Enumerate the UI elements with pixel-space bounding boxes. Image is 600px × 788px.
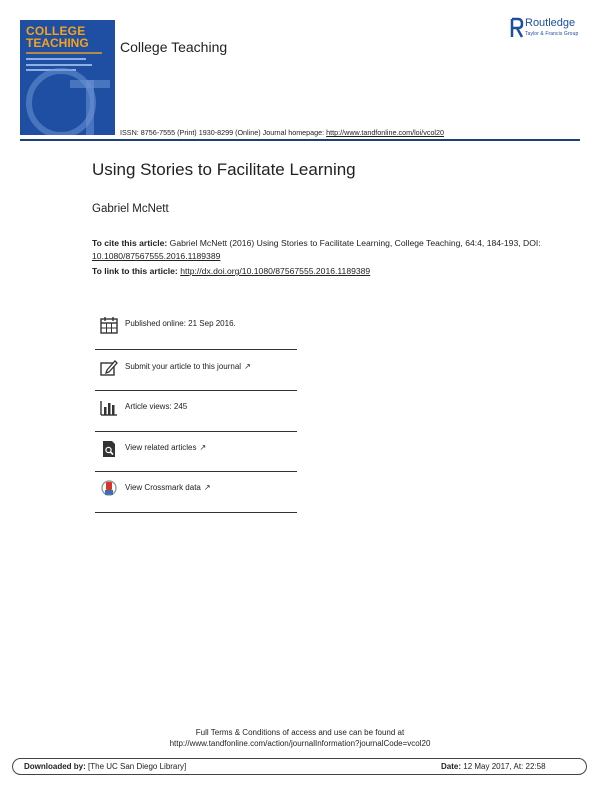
article-views-item (95, 388, 297, 428)
external-link-icon: ↗ (244, 362, 251, 371)
submit-article-item[interactable] (95, 348, 297, 388)
article-link-line (92, 266, 370, 276)
link-label: To link to this article: (92, 266, 181, 276)
submit-article-label: Submit your article to this journal (125, 362, 242, 371)
crossmark-item[interactable] (95, 469, 297, 509)
cover-title-line1: COLLEGE (26, 24, 86, 38)
journal-homepage-link[interactable]: http://www.tandfonline.com/loi/vcol20 (326, 128, 445, 137)
header-divider (20, 139, 580, 141)
journal-title: College Teaching (120, 39, 228, 55)
journal-cover (20, 20, 115, 135)
downloaded-by (24, 762, 186, 771)
external-link-icon: ↗ (203, 483, 211, 492)
cover-text-line (26, 64, 92, 66)
bar-chart-icon (99, 398, 119, 418)
published-online-text: Published online: 21 Sep 2016. (125, 319, 236, 328)
downloaded-by-value: [The UC San Diego Library] (85, 762, 187, 771)
edit-icon (99, 358, 119, 378)
submit-article-link[interactable] (125, 362, 251, 371)
downloaded-by-label: Downloaded by: (24, 762, 86, 771)
external-link-icon: ↗ (199, 443, 207, 452)
related-articles-link[interactable] (125, 443, 206, 452)
citation-label: To cite this article: (92, 238, 168, 248)
issn-text: ISSN: 8756-7555 (Print) 1930-8299 (Online) Journal homepage: (120, 128, 327, 137)
crossmark-icon (99, 479, 119, 499)
cover-divider (26, 52, 102, 54)
article-title: Using Stories to Facilitate Learning (92, 160, 356, 179)
article-views-text: Article views: 245 (125, 402, 188, 411)
publisher-name: Routledge (525, 17, 576, 29)
citation-text: Gabriel McNett (2016) Using Stories to Facilitate Learning, College Teaching, 64:4, 184-193, DOI: (167, 238, 541, 248)
issn-line (120, 128, 444, 137)
published-online-item (95, 305, 297, 345)
routledge-logo-icon (510, 17, 524, 39)
info-divider (95, 512, 297, 513)
search-document-icon (99, 439, 119, 459)
cover-title-line2: TEACHING (26, 36, 89, 50)
cover-t-graphic (86, 80, 94, 135)
cover-text-line (26, 58, 86, 60)
doi-link[interactable]: 10.1080/87567555.2016.1189389 (92, 250, 221, 261)
article-author: Gabriel McNett (92, 203, 169, 215)
terms-footer (0, 727, 600, 749)
article-url-link[interactable]: http://dx.doi.org/10.1080/87567555.2016.1189389 (180, 266, 371, 276)
terms-text: Full Terms & Conditions of access and use can be found at (195, 728, 405, 737)
terms-url-link[interactable]: http://www.tandfonline.com/action/journalInformation?journalCode=vcol20 (169, 739, 431, 748)
crossmark-link[interactable] (125, 483, 211, 492)
download-date-label: Date: (441, 762, 462, 771)
calendar-icon (99, 315, 119, 335)
publisher-tagline: Taylor & Francis Group (525, 31, 579, 37)
download-date (441, 762, 546, 771)
related-articles-item[interactable] (95, 429, 297, 469)
download-date-value: 12 May 2017, At: 22:58 (461, 762, 546, 771)
crossmark-label: View Crossmark data (125, 483, 201, 492)
related-articles-label: View related articles (125, 443, 197, 452)
citation-block (92, 237, 542, 262)
